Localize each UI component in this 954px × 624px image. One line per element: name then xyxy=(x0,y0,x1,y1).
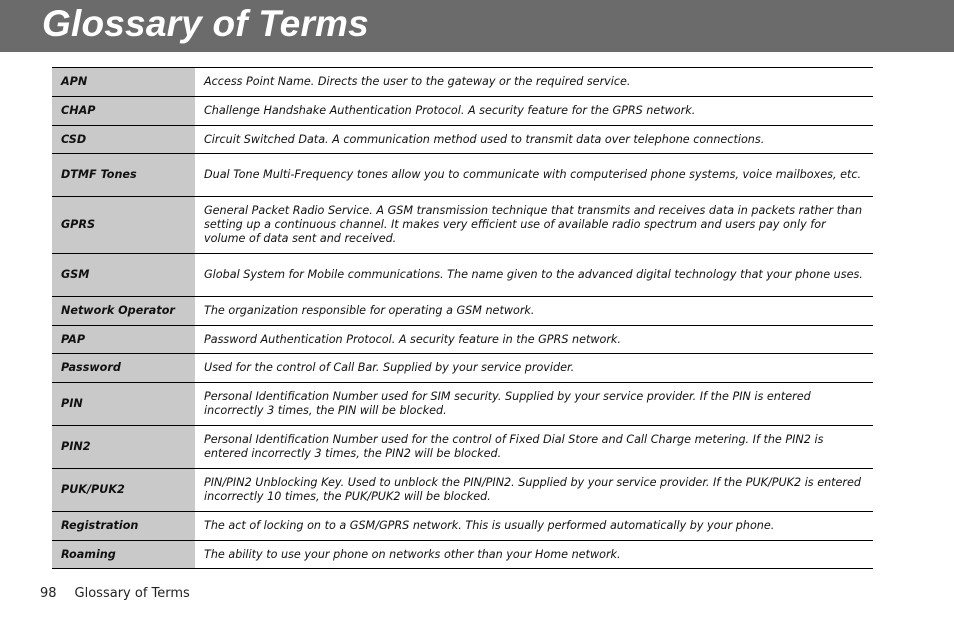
term-cell: Network Operator xyxy=(52,297,195,326)
page-title: Glossary of Terms xyxy=(42,3,369,44)
term-cell: Password xyxy=(52,354,195,383)
term-cell: PIN2 xyxy=(52,426,195,469)
table-row xyxy=(52,68,873,97)
definition-cell: The organization responsible for operating a GSM network. xyxy=(195,297,873,326)
definition-cell: General Packet Radio Service. A GSM transmission technique that transmits and receives data in packets rather than setting up a continuous channel. It makes very efficient use of available radio spectrum and users pay only for volume of data sent and received. xyxy=(195,197,873,254)
definition-cell: The act of locking on to a GSM/GPRS network. This is usually performed automatically by your phone. xyxy=(195,512,873,541)
table-row xyxy=(52,354,873,383)
term-cell: Roaming xyxy=(52,541,195,569)
table-row xyxy=(52,383,873,426)
term-cell: GSM xyxy=(52,254,195,297)
term-cell: PAP xyxy=(52,326,195,354)
definition-cell: Access Point Name. Directs the user to the gateway or the required service. xyxy=(195,68,873,97)
definition-cell: Dual Tone Multi-Frequency tones allow you to communicate with computerised phone systems, voice mailboxes, etc. xyxy=(195,154,873,197)
definition-cell: Password Authentication Protocol. A security feature in the GPRS network. xyxy=(195,326,873,354)
table-row xyxy=(52,126,873,154)
table-row xyxy=(52,426,873,469)
table-row xyxy=(52,254,873,297)
table-row xyxy=(52,154,873,197)
term-cell: Registration xyxy=(52,512,195,541)
definition-cell: Used for the control of Call Bar. Supplied by your service provider. xyxy=(195,354,873,383)
term-cell: APN xyxy=(52,68,195,97)
table-row xyxy=(52,197,873,254)
page-footer xyxy=(40,586,190,601)
definition-cell: The ability to use your phone on networks other than your Home network. xyxy=(195,541,873,569)
definition-cell: Circuit Switched Data. A communication method used to transmit data over telephone connections. xyxy=(195,126,873,154)
term-cell: PUK/PUK2 xyxy=(52,469,195,512)
table-row xyxy=(52,326,873,354)
table-row xyxy=(52,469,873,512)
term-cell: CHAP xyxy=(52,97,195,126)
term-cell: GPRS xyxy=(52,197,195,254)
definition-cell: Challenge Handshake Authentication Protocol. A security feature for the GPRS network. xyxy=(195,97,873,126)
table-row xyxy=(52,512,873,541)
definition-cell: Personal Identification Number used for SIM security. Supplied by your service provider. If the PIN is entered incorrectly 3 times, the PIN will be blocked. xyxy=(195,383,873,426)
header-bar xyxy=(0,0,954,52)
definition-cell: Global System for Mobile communications. The name given to the advanced digital technology that your phone uses. xyxy=(195,254,873,297)
term-cell: CSD xyxy=(52,126,195,154)
table-row xyxy=(52,97,873,126)
page-number: 98 xyxy=(40,586,57,601)
term-cell: PIN xyxy=(52,383,195,426)
glossary-table xyxy=(52,67,873,569)
table-row xyxy=(52,297,873,326)
table-row xyxy=(52,541,873,569)
definition-cell: PIN/PIN2 Unblocking Key. Used to unblock the PIN/PIN2. Supplied by your service provider. If the PUK/PUK2 is entered incorrectly 10 times, the PUK/PUK2 will be blocked. xyxy=(195,469,873,512)
term-cell: DTMF Tones xyxy=(52,154,195,197)
footer-section-title: Glossary of Terms xyxy=(74,586,190,601)
definition-cell: Personal Identification Number used for the control of Fixed Dial Store and Call Charge metering. If the PIN2 is entered incorrectly 3 times, the PIN2 will be blocked. xyxy=(195,426,873,469)
